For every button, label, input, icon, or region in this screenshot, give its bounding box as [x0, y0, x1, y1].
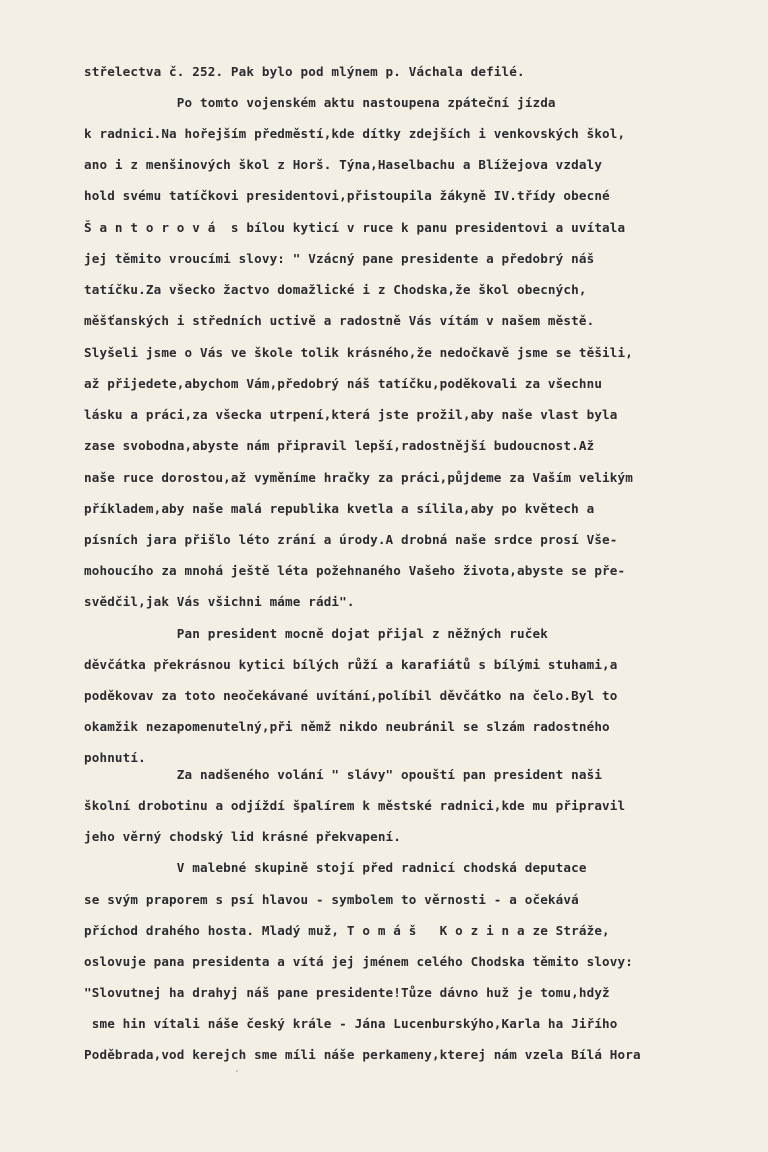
- text-line: ano i z menšinových škol z Horš. Týna,Haselbachu a Blížejova vzdaly: [84, 157, 603, 172]
- text-line: svědčil,jak Vás všichni máme rádi".: [84, 594, 355, 609]
- text-line: Po tomto vojenském aktu nastoupena zpáteční jízda: [84, 95, 556, 110]
- text-line: V malebné skupině stojí před radnicí chodská deputace: [84, 860, 587, 875]
- text-line: školní drobotinu a odjíždí špalírem k městské radnici,kde mu připravil: [84, 798, 626, 813]
- text-line: mohoucího za mnohá ještě léta požehnaného Vašeho života,abyste se pře-: [84, 563, 626, 578]
- text-line: zase svobodna,abyste nám připravil lepší,radostnější budoucnost.Až: [84, 438, 595, 453]
- text-line: děvčátka překrásnou kytici bílých růží a karafiátů s bílými stuhami,a: [84, 657, 618, 672]
- text-line: Slyšeli jsme o Vás ve škole tolik krásného,že nedočkavě jsme se těšili,: [84, 345, 633, 360]
- text-line: tatíčku.Za všecko žactvo domažlické i z Chodska,že škol obecných,: [84, 282, 587, 297]
- text-line: písních jara přišlo léto zrání a úrody.A drobná naše srdce prosí Vše-: [84, 532, 618, 547]
- text-line: střelectva č. 252. Pak bylo pod mlýnem p. Váchala defilé.: [84, 64, 525, 79]
- text-line: Pan president mocně dojat přijal z něžných ruček: [84, 626, 548, 641]
- text-line: lásku a práci,za všecka utrpení,která jste prožil,aby naše vlast byla: [84, 407, 618, 422]
- text-line: Š a n t o r o v á s bílou kyticí v ruce k panu presidentovi a uvítala: [84, 220, 626, 235]
- text-line: "Slovutnej ha drahyj náš pane presidente!Tůze dávno huž je tomu,hdyž: [84, 985, 610, 1000]
- text-line: k radnici.Na hořejším předměstí,kde dítky zdejších i venkovských škol,: [84, 126, 626, 141]
- text-line: naše ruce dorostou,až vyměníme hračky za práci,půjdeme za Vaším velikým: [84, 470, 633, 485]
- text-line: jeho věrný chodský lid krásné překvapení.: [84, 829, 402, 844]
- paper-speck: [236, 1070, 238, 1072]
- text-line: jej těmito vroucími slovy: " Vzácný pane presidente a předobrý náš: [84, 251, 595, 266]
- text-line: hold svému tatíčkovi presidentovi,přistoupila žákyně IV.třídy obecné: [84, 188, 610, 203]
- text-line: se svým praporem s psí hlavou - symbolem to věrnosti - a očekává: [84, 892, 579, 907]
- text-line: sme hin vítali náše český krále - Jána Lucenburskýho,Karla ha Jiřího: [84, 1016, 618, 1031]
- text-line: měšťanských i středních uctivě a radostně Vás vítám v našem městě.: [84, 313, 595, 328]
- text-line: poděkovav za toto neočekávané uvítání,políbil děvčátko na čelo.Byl to: [84, 688, 618, 703]
- text-line: okamžik nezapomenutelný,při němž nikdo neubránil se slzám radostného: [84, 719, 610, 734]
- text-line: Poděbrada,vod kerejch sme míli náše perkameny,kterej nám vzela Bílá Hora: [84, 1047, 641, 1062]
- text-line: příchod drahého hosta. Mladý muž, T o m á š K o z i n a ze Stráže,: [84, 923, 610, 938]
- text-line: příkladem,aby naše malá republika kvetla a sílila,aby po květech a: [84, 501, 595, 516]
- text-line: až přijedete,abychom Vám,předobrý náš tatíčku,poděkovali za všechnu: [84, 376, 603, 391]
- text-line: oslovuje pana presidenta a vítá jej jménem celého Chodska těmito slovy:: [84, 954, 633, 969]
- text-line: Za nadšeného volání " slávy" opouští pan president naši: [84, 767, 603, 782]
- text-line: pohnutí.: [84, 750, 146, 765]
